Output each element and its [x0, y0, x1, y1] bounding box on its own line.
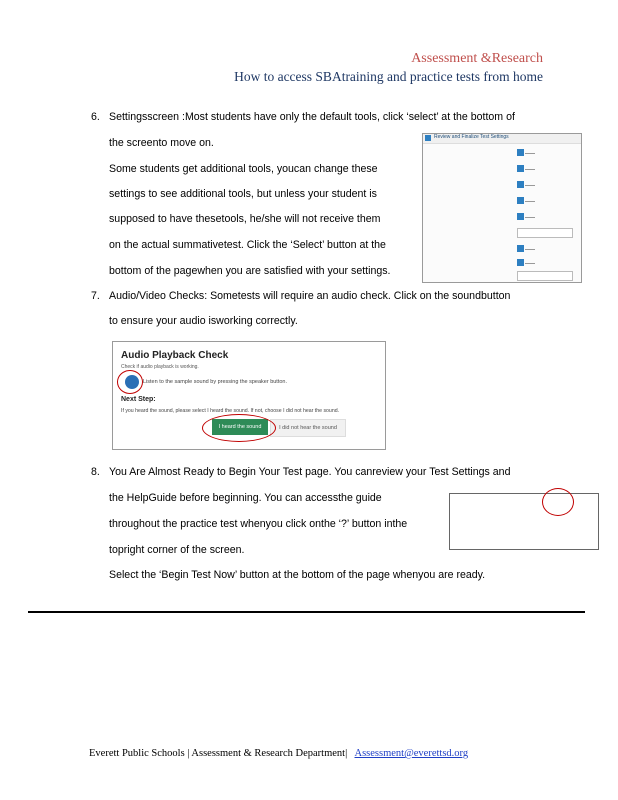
step-number: 7. [91, 290, 100, 302]
setting-label [435, 198, 515, 201]
step-number: 6. [91, 111, 100, 123]
setting-option-icon [517, 245, 524, 252]
setting-row [423, 148, 581, 158]
step6-line: bottom of the pagewhen you are satisfied with your settings. [109, 265, 391, 277]
setting-option-line [525, 217, 535, 218]
setting-row [423, 271, 581, 281]
setting-label [435, 246, 515, 249]
footer-text: Everett Public Schools | Assessment & Research Department| [89, 748, 348, 759]
step-number: 8. [91, 466, 100, 478]
did-not-hear-button[interactable]: I did not hear the sound [270, 419, 346, 437]
setting-dropdown [517, 228, 573, 238]
audio-instruction: Listen to the sample sound by pressing the speaker button. [143, 379, 288, 385]
setting-option-icon [517, 259, 524, 266]
step6-line: Settingsscreen :Most students have only the default tools, click ‘select’ at the bottom of [109, 111, 515, 123]
step8-line: Select the ‘Begin Test Now’ button at the bottom of the page whenyou are ready. [109, 569, 486, 581]
step7-line: to ensure your audio isworking correctly. [109, 315, 298, 327]
settings-screenshot [422, 133, 582, 283]
setting-option-icon [517, 165, 524, 172]
step6-line: settings to see additional tools, but unless your student is [109, 188, 377, 200]
settings-title-bar [423, 134, 581, 144]
setting-label [435, 166, 515, 169]
heard-sound-button[interactable]: I heard the sound [212, 419, 268, 435]
setting-row [423, 180, 581, 190]
header-subtitle: How to access SBAtraining and practice tests from home [234, 69, 543, 84]
setting-label [435, 182, 515, 185]
highlight-circle [542, 488, 574, 516]
setting-row [423, 228, 581, 238]
setting-option-line [525, 201, 535, 202]
highlight-circle [202, 414, 276, 442]
setting-option-line [525, 263, 535, 264]
setting-row [423, 212, 581, 222]
setting-option-icon [517, 213, 524, 220]
setting-label [435, 230, 515, 233]
step6-line: the screento move on. [109, 137, 214, 149]
help-button-screenshot [449, 493, 599, 550]
setting-row [423, 164, 581, 174]
setting-option-line [525, 185, 535, 186]
step8-line: topright corner of the screen. [109, 544, 245, 556]
step6-line: supposed to have thesetools, he/she will not receive them [109, 213, 381, 225]
setting-label [435, 273, 515, 276]
audio-check-screenshot [112, 341, 386, 450]
setting-label [435, 214, 515, 217]
setting-dropdown [517, 271, 573, 281]
setting-option-icon [517, 181, 524, 188]
next-step-heading: Next Step: [121, 396, 156, 403]
step8-line: the HelpGuide before beginning. You can accessthe guide [109, 492, 382, 504]
setting-option-icon [517, 149, 524, 156]
step6-line: on the actual summativetest. Click the ‘Select’ button at the [109, 239, 386, 251]
footer [89, 748, 468, 759]
settings-title: Review and Finalize Test Settings [434, 134, 509, 140]
highlight-circle [117, 370, 143, 394]
step6-line: Some students get additional tools, youcan change these [109, 163, 378, 175]
footer-divider [28, 611, 585, 613]
setting-option-line [525, 153, 535, 154]
setting-option-line [525, 249, 535, 250]
setting-option-icon [517, 197, 524, 204]
setting-option-line [525, 169, 535, 170]
step7-line: Audio/Video Checks: Sometests will require an audio check. Click on the soundbutton [109, 290, 511, 302]
footer-email-link[interactable]: Assessment@everettsd.org [354, 748, 469, 759]
setting-label [435, 260, 515, 263]
audio-check-subtitle: Check if audio playback is working. [121, 364, 199, 370]
header-department: Assessment &Research [411, 51, 543, 66]
step8-line: throughout the practice test whenyou click onthe ‘?’ button inthe [109, 518, 408, 530]
step8-line: You Are Almost Ready to Begin Your Test page. You canreview your Test Settings and [109, 466, 511, 478]
setting-row [423, 258, 581, 268]
settings-icon [425, 135, 431, 141]
setting-row [423, 244, 581, 254]
setting-label [435, 150, 515, 153]
setting-row [423, 196, 581, 206]
next-step-text: If you heard the sound, please select I heard the sound. If not, choose I did not hear the sound. [121, 408, 340, 414]
audio-check-title: Audio Playback Check [121, 350, 229, 361]
